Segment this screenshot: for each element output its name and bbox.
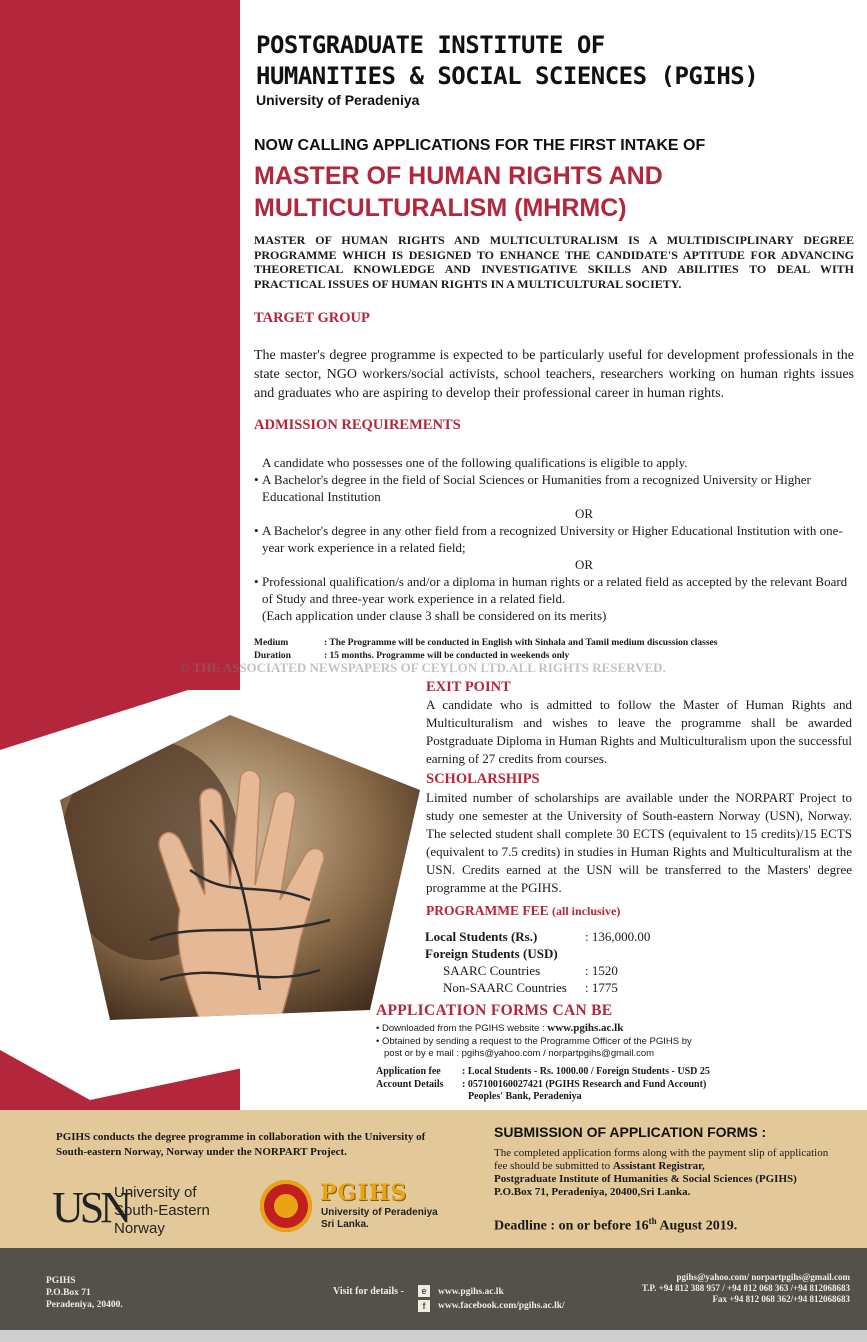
institute-name: POSTGRADUATE INSTITUTE OF HUMANITIES & SOCIAL SCIENCES (PGIHS) xyxy=(256,31,759,90)
medium-value: : The Programme will be conducted in English with Sinhala and Tamil medium discussion classes xyxy=(324,638,718,648)
application-list: • Downloaded from the PGIHS website : www.pgihs.ac.lk • Obtained by sending a request to the Programme Officer of the PGIHS by post or by e mail : pgihs@yahoo.com / norpartpgihs@gmail.com xyxy=(376,1022,692,1059)
peradeniya-seal-icon xyxy=(260,1180,312,1232)
pgihs-website-link[interactable]: www.pgihs.ac.lk xyxy=(547,1022,624,1034)
programme-intro: MASTER OF HUMAN RIGHTS AND MULTICULTURALISM IS A MULTIDISCIPLINARY DEGREE PROGRAMME WHICH IS DESIGNED TO ENHANCE THE CANDIDATE'S APTITUDE FOR ADVANCING THEORETICAL KNOWLEDGE AND INVESTIGATIVE SKILLS AND ABILITIES TO DEAL WITH PRACTICAL ISSUES OF HUMAN RIGHTS IN A MULTICULTURAL SOCIETY. xyxy=(254,233,854,291)
footer-facebook-link[interactable]: www.facebook.com/pgihs.ac.lk/ xyxy=(438,1301,565,1311)
admission-item: • Professional qualification/s and/or a diploma in human rights or a related field as accepted by the relevant Board of Study and three-year work experience in a related field. xyxy=(254,573,854,607)
deadline: Deadline : on or before 16th August 2019. xyxy=(494,1216,738,1234)
pentagon-hand-image xyxy=(0,690,430,1100)
exit-point-text: A candidate who is admitted to follow the Master of Human Rights and Multiculturalism and wishes to leave the programme shall be awarded Postgraduate Diploma in Human Rights and Multiculturalism upon the successful earning of 27 credits from courses. xyxy=(426,697,852,766)
footer-website-link[interactable]: www.pgihs.ac.lk xyxy=(438,1287,504,1297)
footer-fax: Fax +94 812 068 362/+94 812068683 xyxy=(712,1294,850,1304)
footer-email[interactable]: pgihs@yahoo.com/ norpartpgihs@gmail.com xyxy=(676,1272,850,1282)
target-group-text: The master's degree programme is expected to be particularly useful for development professionals in the state sector, NGO workers/social activists, school teachers, researchers working on human rights issues and graduates who are aspiring to develop their professional career in human rights. xyxy=(254,348,854,401)
or-separator: OR xyxy=(574,557,594,572)
admission-list xyxy=(254,454,854,624)
programme-title: MASTER OF HUMAN RIGHTS AND MULTICULTURALISM (MHRMC) xyxy=(254,162,663,222)
footer-contact xyxy=(592,1272,850,1305)
visit-label: Visit for details - xyxy=(333,1286,404,1297)
application-email[interactable]: post or by e mail : pgihs@yahoo.com / norpartpgihs@gmail.com xyxy=(384,1048,655,1059)
fee-row-foreign: Foreign Students (USD) xyxy=(425,946,558,961)
exit-point-heading: EXIT POINT xyxy=(426,679,511,695)
pgihs-logo: PGIHS xyxy=(320,1180,408,1206)
or-separator: OR xyxy=(574,506,594,521)
duration-value: : 15 months. Programme will be conducted in weekends only xyxy=(324,651,570,661)
facebook-icon: f xyxy=(418,1300,430,1312)
target-group-heading: TARGET GROUP xyxy=(254,310,370,326)
submission-text: The completed application forms along with the payment slip of application fee should be submitted to Assistant Registrar, Postgraduate Institute of Humanities & Social Sciences (PGIHS) P.O.Box 71, Peradeniya, 20400,Sri Lanka. xyxy=(494,1147,829,1198)
footer-telephone: T.P. +94 812 388 957 / +94 812 068 363 /+94 812068683 xyxy=(641,1283,850,1293)
fee-row-saarc: SAARC Countries : 1520 xyxy=(443,963,618,978)
fee-heading: PROGRAMME FEE (all inclusive) xyxy=(426,903,621,918)
bottom-stripe xyxy=(0,1330,867,1342)
fee-row-nonsaarc: Non-SAARC Countries : 1775 xyxy=(443,980,618,995)
usn-logo: USN University of South-Eastern Norway xyxy=(52,1183,210,1237)
pgihs-logo-subtitle: University of Peradeniya Sri Lanka. xyxy=(321,1207,438,1230)
usn-mark: USN xyxy=(52,1183,129,1232)
duration-label: Duration xyxy=(254,651,291,661)
admission-heading: ADMISSION REQUIREMENTS xyxy=(254,417,461,433)
footer-address: PGIHS P.O.Box 71 Peradeniya, 20400. xyxy=(46,1276,123,1310)
application-heading: APPLICATION FORMS CAN BE xyxy=(376,1002,613,1019)
fee-row-local: Local Students (Rs.) : 136,000.00 xyxy=(425,929,651,944)
web-icon: e xyxy=(418,1285,430,1297)
admission-item: • A Bachelor's degree in any other field from a recognized University or Higher Educational Institution with one-year work experience in a related field; xyxy=(254,522,854,556)
medium-label: Medium xyxy=(254,638,289,648)
scholarships-heading: SCHOLARSHIPS xyxy=(426,771,540,787)
collaboration-text: PGIHS conducts the degree programme in collaboration with the University of South-eastern Norway, Norway under the NORPART Project. xyxy=(56,1131,426,1158)
calling-applications: NOW CALLING APPLICATIONS FOR THE FIRST INTAKE OF xyxy=(254,137,706,154)
admission-lead: A candidate who possesses one of the following qualifications is eligible to apply. xyxy=(262,455,688,470)
submission-heading: SUBMISSION OF APPLICATION FORMS : xyxy=(494,1124,767,1140)
account-details: Application fee : Local Students - Rs. 1000.00 / Foreign Students - USD 25 Account Details : 057100160027421 (PGIHS Research and Fund Account) Peoples' Bank, Peradeniya xyxy=(376,1066,710,1102)
copyright-watermark: © THE ASSOCIATED NEWSPAPERS OF CEYLON LTD.ALL RIGHTS RESERVED. xyxy=(180,660,666,675)
admission-note: (Each application under clause 3 shall be considered on its merits) xyxy=(262,608,607,623)
fee-table xyxy=(425,928,650,996)
footer xyxy=(0,1248,867,1330)
scholarships-text: Limited number of scholarships are available under the NORPART Project to study one semester at the University of South-eastern Norway (USN), Norway. The selected student shall complete 30 ECTS (equivalent to 15 credits)/15 ECTS (equivalent to 7.5 credits) in studies in Human Rights and Multiculturalism at the USN. Credits earned at the USN will be transferred to the Masters' degree programme at the PGIHS. xyxy=(426,790,852,895)
admission-item: • A Bachelor's degree in the field of Social Sciences or Humanities from a recognized University or Higher Educational Institution xyxy=(254,471,854,505)
university-name: University of Peradeniya xyxy=(256,92,420,108)
